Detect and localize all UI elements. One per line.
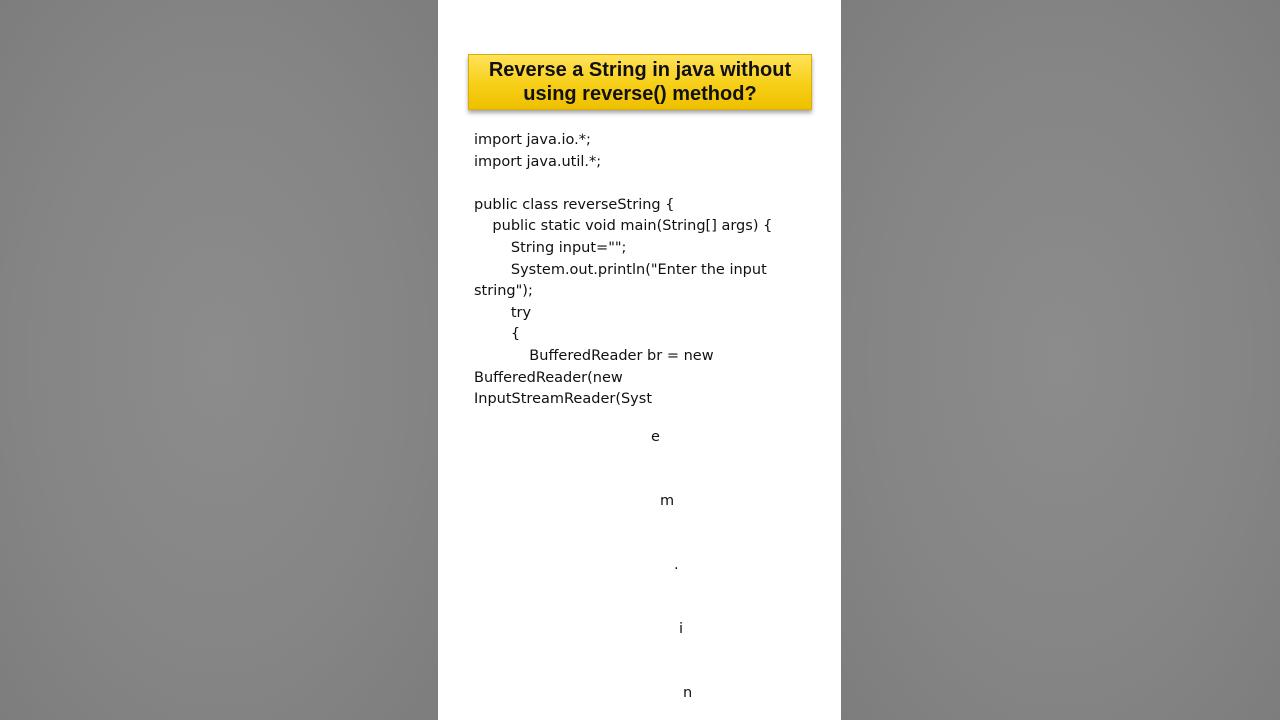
title-banner — [468, 54, 812, 110]
left-blurred-background — [0, 0, 438, 720]
code-block — [474, 130, 814, 411]
code-line: try — [474, 304, 532, 321]
code-line: System.out.println("Enter the input — [474, 261, 767, 278]
right-blurred-background — [841, 0, 1280, 720]
falling-letter: e — [651, 429, 660, 445]
code-line: import java.util.*; — [474, 153, 602, 170]
code-line: import java.io.*; — [474, 132, 591, 148]
falling-letter: i — [679, 621, 684, 637]
code-line: public static void main(String[] args) { — [474, 218, 773, 235]
code-line: BufferedReader br = new — [474, 347, 714, 364]
code-line: public class reverseString { — [474, 196, 675, 213]
slide-title: Reverse a String in java without using reverse() method? — [488, 59, 792, 105]
falling-letter: . — [674, 557, 679, 573]
code-line: String input=""; — [474, 239, 627, 256]
code-line: BufferedReader(new — [474, 369, 623, 386]
falling-letter: n — [683, 685, 693, 701]
code-line — [474, 173, 814, 195]
code-line: string"); — [474, 283, 533, 300]
code-line: { — [474, 326, 521, 343]
falling-letter: m — [660, 493, 675, 509]
video-slide — [438, 0, 841, 720]
code-line: InputStreamReader(Syst — [474, 391, 653, 408]
